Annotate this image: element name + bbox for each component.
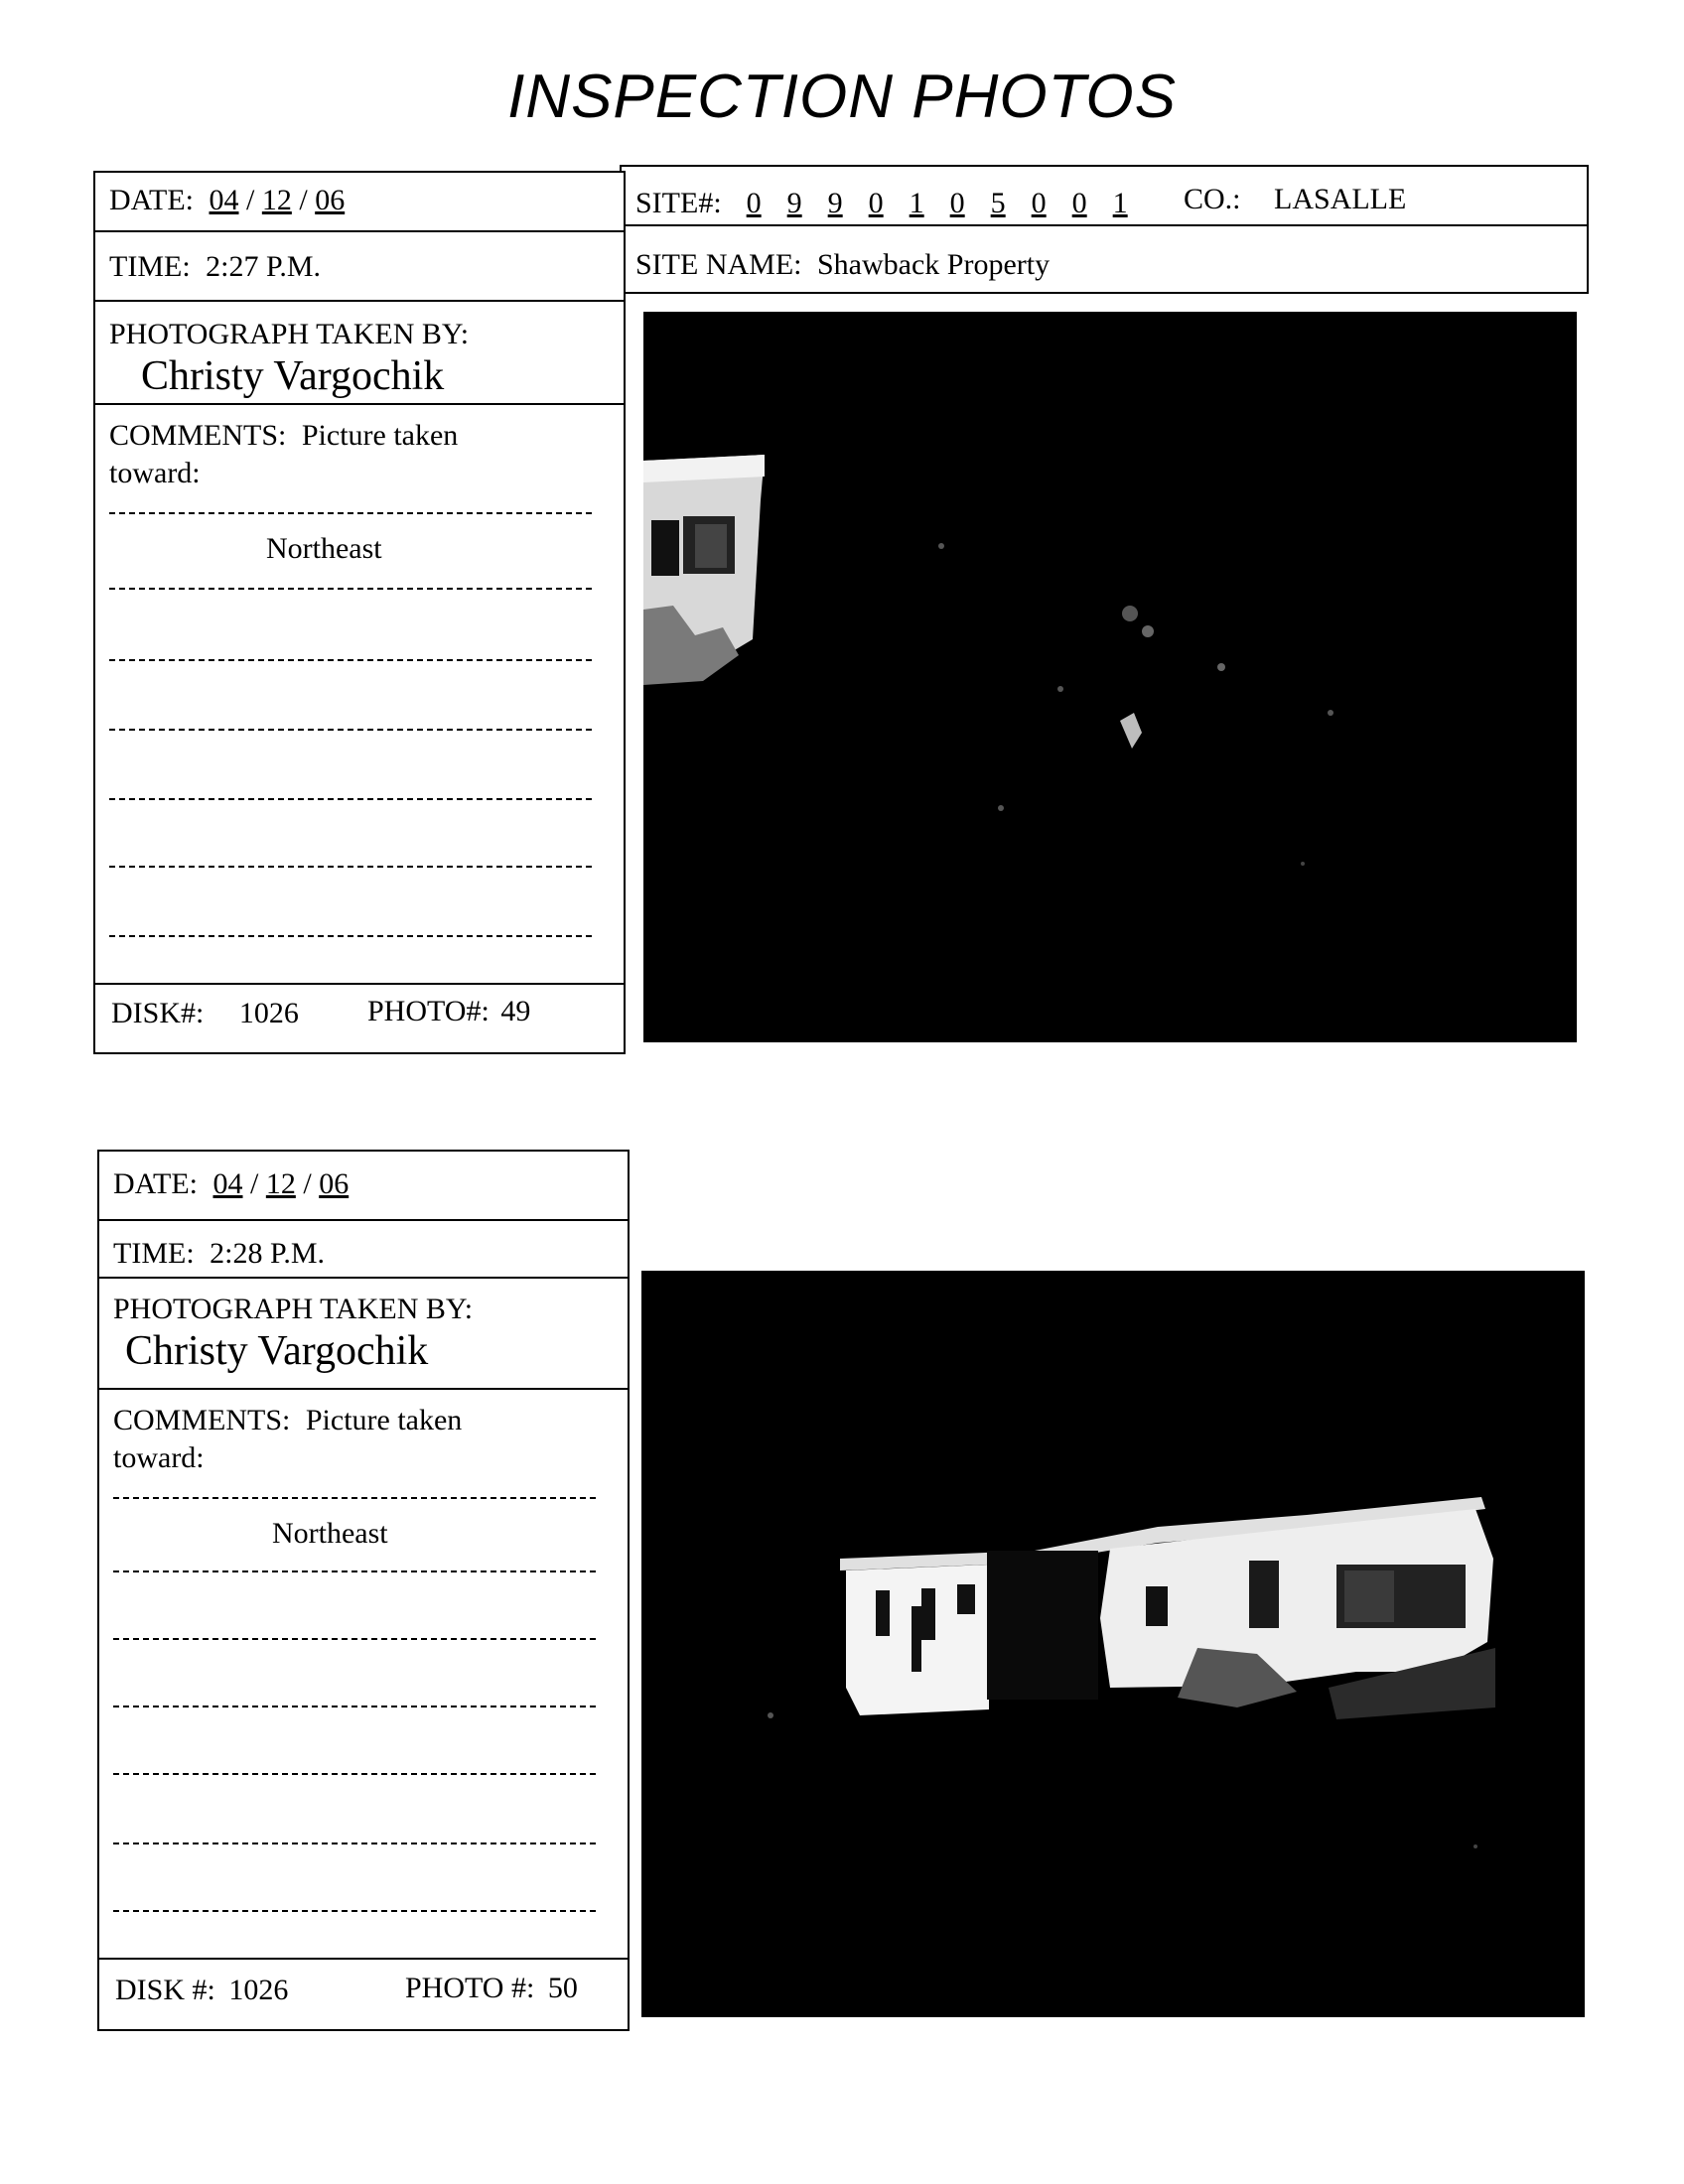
record-2-time (113, 1239, 325, 1269)
site-header-divider (620, 224, 1589, 226)
site-name-label: SITE NAME: (635, 248, 802, 281)
record-2-date-year: 06 (319, 1167, 350, 1200)
record-2-photo-value: 50 (547, 1972, 578, 2004)
record-2-comments-text2: toward: (113, 1441, 205, 1474)
record-2-taken-by-value: Christy Vargochik (125, 1328, 429, 1374)
site-number-digit: 0 (1031, 187, 1047, 219)
county-field (1184, 185, 1406, 214)
record-1-info-box (93, 171, 626, 1054)
record-2-divider-disk (97, 1958, 630, 1960)
site-number-digit: 0 (746, 187, 762, 219)
record-2-date-label: DATE: (113, 1167, 198, 1200)
record-1-date-sep: / (246, 184, 255, 216)
site-number-label: SITE#: (635, 187, 722, 219)
comment-line (113, 1638, 596, 1640)
county-label: CO.: (1184, 183, 1241, 215)
record-1-disk-value: 1026 (238, 997, 299, 1029)
record-1-photograph (643, 312, 1577, 1042)
record-2-disk-value: 1026 (228, 1974, 289, 2006)
site-number-digit: 9 (827, 187, 843, 219)
record-1-time-label: TIME: (109, 250, 191, 283)
record-2-photo (405, 1974, 578, 2003)
record-1-date-day: 12 (261, 184, 292, 216)
record-2-disk-label: DISK #: (115, 1974, 215, 2006)
record-2-date-month: 04 (212, 1167, 243, 1200)
record-2-comments-text: Picture taken (305, 1404, 463, 1436)
record-2-divider-time (97, 1277, 630, 1279)
comment-line (109, 512, 592, 514)
site-number-digit: 5 (990, 187, 1006, 219)
comment-line (109, 588, 592, 590)
record-1-photograph-image (643, 312, 1577, 1042)
record-2-date-sep: / (250, 1167, 259, 1200)
page-title: INSPECTION PHOTOS (507, 63, 1177, 131)
comment-line (113, 1910, 596, 1912)
record-1-divider-time (93, 300, 626, 302)
record-2-photo-label: PHOTO #: (405, 1972, 535, 2004)
record-2-direction: Northeast (272, 1517, 388, 1550)
record-2-date (113, 1169, 349, 1199)
record-1-divider-date (93, 230, 626, 232)
record-2-comments-label: COMMENTS: (113, 1404, 291, 1436)
comment-line (109, 866, 592, 868)
record-1-direction: Northeast (266, 532, 382, 565)
record-1-photo-label: PHOTO#: (367, 995, 490, 1027)
record-1-date-label: DATE: (109, 184, 194, 216)
site-name-value: Shawback Property (817, 248, 1051, 281)
record-1-taken-by-value: Christy Vargochik (141, 353, 445, 399)
record-2-time-label: TIME: (113, 1237, 195, 1270)
county-value: LASALLE (1274, 183, 1407, 215)
record-1-comments (109, 421, 458, 451)
site-number-digit: 0 (868, 187, 884, 219)
site-number-digit: 0 (1071, 187, 1087, 219)
record-1-time (109, 252, 321, 282)
record-1-disk-label: DISK#: (111, 997, 205, 1029)
record-1-comments-text2: toward: (109, 457, 201, 489)
record-1-date-year: 06 (315, 184, 346, 216)
record-1-disk (111, 999, 299, 1028)
record-1-comments-text: Picture taken (301, 419, 459, 452)
comment-line (109, 729, 592, 731)
record-1-photo-value: 49 (500, 995, 531, 1027)
record-2-comments (113, 1406, 462, 1435)
record-1-divider-photographer (93, 403, 626, 405)
site-number-digit: 0 (949, 187, 965, 219)
record-1-date-sep: / (299, 184, 308, 216)
site-number-digits (739, 187, 1146, 219)
record-1-date-month: 04 (209, 184, 239, 216)
record-2-divider-date (97, 1219, 630, 1221)
comment-line (109, 935, 592, 937)
record-2-photograph (641, 1271, 1585, 2017)
comment-line (113, 1706, 596, 1707)
record-2-disk (115, 1976, 288, 2005)
site-name-field (635, 250, 1050, 280)
record-2-info-box (97, 1150, 630, 2031)
comment-line (109, 659, 592, 661)
record-2-photograph-image (641, 1271, 1585, 2017)
record-1-taken-by-label: PHOTOGRAPH TAKEN BY: (109, 318, 470, 350)
site-number-digit: 1 (1112, 187, 1128, 219)
site-number-digit: 1 (909, 187, 924, 219)
comment-line (109, 798, 592, 800)
site-number-digit: 9 (786, 187, 802, 219)
comment-line (113, 1497, 596, 1499)
record-1-photo (367, 997, 530, 1026)
site-number-field (635, 189, 1146, 218)
record-1-divider-disk (93, 983, 626, 985)
record-2-date-day: 12 (265, 1167, 296, 1200)
record-2-date-sep: / (303, 1167, 312, 1200)
comment-line (113, 1843, 596, 1844)
record-2-taken-by-label: PHOTOGRAPH TAKEN BY: (113, 1293, 474, 1325)
record-1-date (109, 186, 345, 215)
comment-line (113, 1773, 596, 1775)
record-2-time-value: 2:28 P.M. (210, 1237, 326, 1270)
record-1-time-value: 2:27 P.M. (206, 250, 322, 283)
comment-line (113, 1570, 596, 1572)
record-2-divider-photographer (97, 1388, 630, 1390)
record-1-comments-label: COMMENTS: (109, 419, 287, 452)
